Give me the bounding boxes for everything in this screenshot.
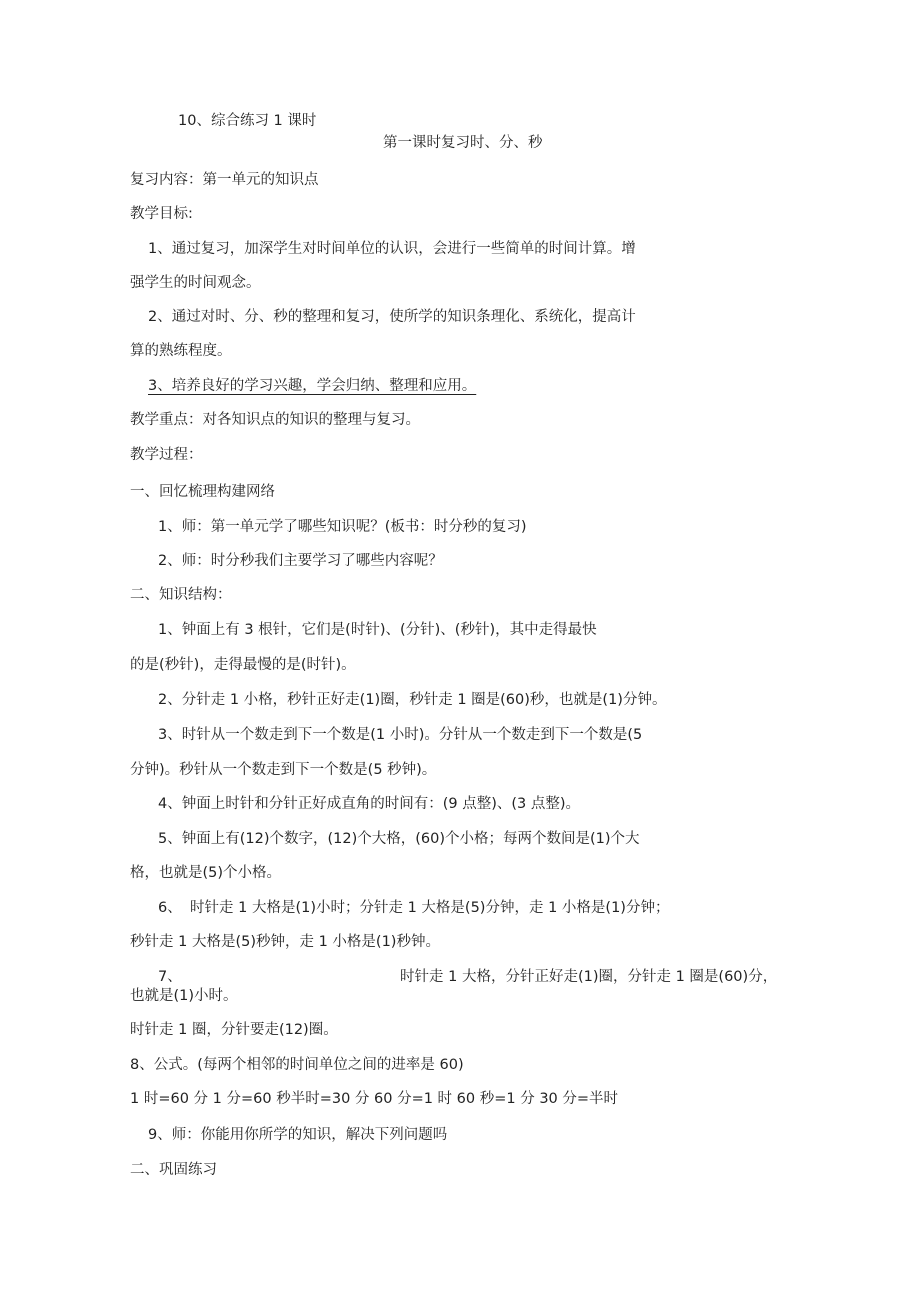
text-line: 2、分针走 1 小格，秒针正好走(1)圈，秒针走 1 圈是(60)秒，也就是(1)分钟。	[158, 692, 667, 708]
item-number: 6、	[158, 900, 182, 916]
text-line: 分钟)。秒针从一个数走到下一个数是(5 秒钟)。	[130, 762, 437, 778]
text-line: 1、师：第一单元学了哪些知识呢？(板书：时分秒的复习)	[158, 519, 527, 535]
text-line: 1、通过复习，加深学生对时间单位的认识，会进行一些简单的时间计算。增	[148, 241, 636, 257]
text-line: 9、师：你能用你所学的知识，解决下列问题吗	[148, 1127, 448, 1143]
text-line: 时针走 1 大格是(1)小时；分针走 1 大格是(5)分钟，走 1 小格是(1)分钟；	[190, 900, 670, 916]
text-line-underlined: 3、培养良好的学习兴趣，学会归纳、整理和应用。	[148, 378, 477, 394]
text-line: 格，也就是(5)个小格。	[130, 865, 282, 881]
text-line: 5、钟面上有(12)个数字，(12)个大格，(60)个小格；每两个数间是(1)个大	[158, 831, 640, 847]
text-line: 秒针走 1 大格是(5)秒钟，走 1 小格是(1)秒钟。	[130, 934, 440, 950]
text-line: 2、通过对时、分、秒的整理和复习，使所学的知识条理化、系统化，提高计	[148, 309, 636, 325]
text-line: 教学过程：	[130, 447, 203, 463]
section-heading: 二、知识结构：	[130, 587, 232, 603]
text-line: 2、师：时分秒我们主要学习了哪些内容呢？	[158, 553, 443, 569]
item-number: 7、	[158, 969, 182, 985]
text-line: 时针走 1 大格，分针正好走(1)圈，分针走 1 圈是(60)分，	[400, 969, 778, 985]
text-line: 时针走 1 圈，分针要走(12)圈。	[130, 1022, 338, 1038]
text-line: 3、时针从一个数走到下一个数是(1 小时)。分针从一个数走到下一个数是(5	[158, 727, 643, 743]
text-line: 4、钟面上时针和分针正好成直角的时间有：(9 点整)、(3 点整)。	[158, 796, 581, 812]
formula-line: 1 时=60 分 1 分=60 秒半时=30 分 60 分=1 时 60 秒=1 分 30 分=半时	[130, 1091, 619, 1107]
text-line: 强学生的时间观念。	[130, 275, 261, 291]
lesson-title: 第一课时复习时、分、秒	[383, 135, 543, 151]
text-line: 算的熟练程度。	[130, 343, 232, 359]
section-heading: 二、巩固练习	[130, 1162, 217, 1178]
text-line: 复习内容：第一单元的知识点	[130, 172, 319, 188]
section-heading: 一、回忆梳理构建网络	[130, 484, 275, 500]
text-line: 教学重点：对各知识点的知识的整理与复习。	[130, 412, 420, 428]
text-line: 的是(秒针)，走得最慢的是(时针)。	[130, 657, 356, 673]
text-line: 教学目标:	[130, 206, 193, 222]
text-line: 也就是(1)小时。	[130, 988, 238, 1004]
text-line: 1、钟面上有 3 根针，它们是(时针)、(分针)、(秒针)，其中走得最快	[158, 622, 597, 638]
text-line: 8、公式。(每两个相邻的时间单位之间的进率是 60)	[130, 1057, 464, 1073]
lesson-header: 10、综合练习 1 课时	[178, 113, 317, 129]
